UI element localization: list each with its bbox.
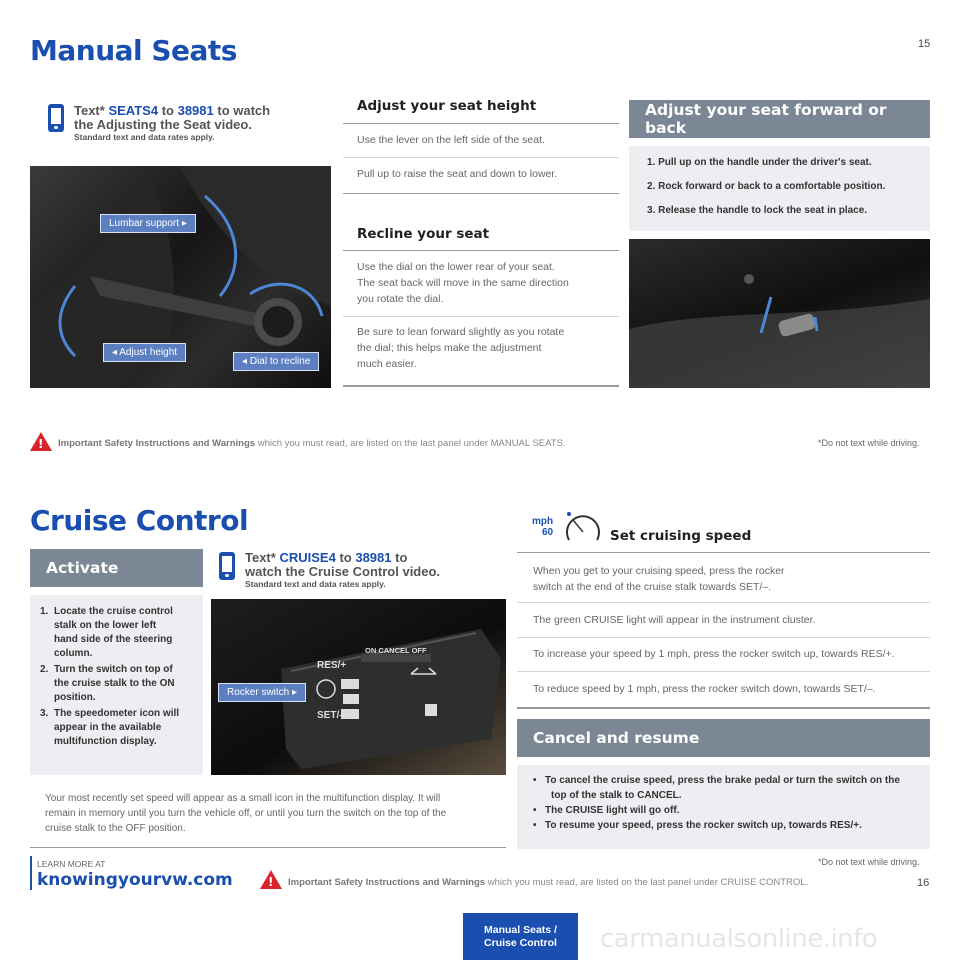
bullet-line: To resume your speed, press the rocker switch up, towards RES/+. (545, 820, 862, 831)
warning-rest: which you must read, are listed on the last panel under MANUAL SEATS. (257, 438, 566, 449)
adjust-height-label: Adjust height (119, 347, 178, 358)
stalk-set-label: SET/– (317, 710, 345, 721)
manual-seats-title: Manual Seats (30, 34, 237, 67)
stalk-on-cancel-off (365, 646, 427, 655)
seat-rail-illustration (629, 239, 930, 388)
warning-icon (30, 432, 52, 451)
recline-p1 (357, 259, 569, 307)
speed-value: 60 (541, 527, 554, 538)
bullet-dot: • (533, 805, 537, 816)
rocker-switch-label: Rocker switch (227, 687, 290, 698)
seats-warning (58, 438, 566, 449)
memory-line: remain in memory until you turn the vehicle off, or until you turn the switch on the top of the (45, 808, 447, 819)
text-code: CRUISE4 (279, 550, 336, 565)
seat-height-p1: Use the lever on the left side of the seat. (357, 134, 545, 146)
step-item: 3. Release the handle to lock the seat in place. (647, 205, 868, 216)
divider (343, 123, 619, 124)
step-item: 2. Rock forward or back to a comfortable position. (647, 181, 886, 192)
rocker-switch-tag: Rocker switch ▸ (218, 683, 306, 702)
rates-note: Standard text and data rates apply. (74, 132, 215, 142)
warning-bold: Important Safety Instructions and Warnings (58, 438, 256, 449)
stalk-res-label: RES/+ (317, 660, 347, 671)
section-nav-tab[interactable] (463, 913, 578, 960)
recline-p1-line: The seat back will move in the same direction (357, 277, 569, 289)
cruise-warning (288, 877, 808, 888)
stalk-on-label: ON (365, 646, 377, 655)
seat-height-heading: Adjust your seat height (357, 98, 537, 114)
cancel-resume-list (517, 765, 930, 849)
divider (343, 385, 619, 387)
stalk-off-label: OFF (411, 646, 427, 655)
text-prefix: Text* (74, 103, 105, 118)
divider (343, 193, 619, 194)
activate-step (40, 663, 197, 705)
step-line: stalk on the lower left (54, 620, 157, 631)
stalk-cancel-label: CANCEL (378, 646, 410, 655)
text-video-line: the Adjusting the Seat video. (74, 117, 252, 132)
cancel-bullet (533, 803, 930, 818)
step-line: appear in the available (54, 722, 162, 733)
memory-note (45, 791, 505, 836)
step-line: the cruise stalk to the ON (54, 678, 175, 689)
divider (343, 316, 619, 317)
forward-back-steps (629, 146, 930, 231)
set-speed-p2: The green CRUISE light will appear in the instrument cluster. (533, 614, 816, 626)
rates-note: Standard text and data rates apply. (245, 579, 386, 589)
step-line: The speedometer icon will (54, 708, 180, 719)
page-number-16: 16 (917, 877, 930, 889)
step-line: hand side of the steering (54, 634, 173, 645)
lumbar-support-label: Lumbar support (109, 218, 180, 229)
divider (517, 552, 930, 553)
learn-more-label: LEARN MORE AT (37, 859, 106, 869)
text-video-line: watch the Cruise Control video. (245, 564, 441, 579)
recline-p2-line: Be sure to lean forward slightly as you rotate (357, 326, 565, 338)
divider (517, 671, 930, 672)
bullet-line: top of the stalk to CANCEL. (551, 790, 682, 801)
phone-icon (48, 104, 64, 132)
divider (343, 157, 619, 158)
set-speed-line: When you get to your cruising speed, press the rocker (533, 565, 785, 577)
warning-icon (260, 870, 282, 889)
text-prefix: Text* (245, 550, 276, 565)
memory-line: cruise stalk to the OFF position. (45, 823, 186, 834)
cancel-bullet (533, 773, 930, 803)
seats-text-prompt (74, 104, 314, 142)
seats-disclaimer: *Do not text while driving. (818, 438, 920, 448)
step-line: position. (54, 692, 96, 703)
speedometer-gauge-icon (563, 510, 603, 546)
step-number: 3. (40, 708, 49, 719)
divider (343, 250, 619, 251)
lumbar-support-tag: Lumbar support ▸ (100, 214, 196, 233)
seat-height-p2: Pull up to raise the seat and down to lower. (357, 168, 558, 180)
dial-recline-tag: ◂ Dial to recline (233, 352, 319, 371)
text-number: 38981 (177, 103, 214, 118)
divider (30, 847, 506, 848)
text-to: to (161, 103, 174, 118)
page-number-15: 15 (918, 38, 931, 50)
set-speed-p3: To increase your speed by 1 mph, press the rocker switch up, towards RES/+. (533, 648, 895, 660)
divider (517, 602, 930, 603)
seat-rail-photo (629, 239, 930, 388)
set-speed-p1 (533, 563, 785, 595)
step-number: 1. (40, 606, 49, 617)
text-code: SEATS4 (108, 103, 159, 118)
knowingyourvw-link[interactable]: knowingyourvw.com (37, 870, 233, 890)
phone-icon (219, 552, 235, 580)
cruise-disclaimer: *Do not text while driving. (818, 857, 920, 867)
nav-tab-line: Manual Seats / (484, 923, 557, 936)
learn-more-bar (30, 856, 32, 890)
cruise-control-title: Cruise Control (30, 504, 249, 537)
speed-unit: mph (532, 516, 554, 527)
warning-bold: Important Safety Instructions and Warnings (288, 877, 486, 888)
set-speed-p4: To reduce speed by 1 mph, press the rocker switch down, towards SET/–. (533, 683, 876, 695)
activate-banner: Activate (30, 549, 203, 587)
activate-step (40, 707, 197, 749)
text-rest: to (395, 550, 408, 565)
recline-p2 (357, 324, 564, 372)
activate-steps (30, 595, 203, 775)
step-number: 2. (40, 664, 49, 675)
watermark: carmanualsonline.info (600, 924, 878, 954)
set-speed-line: switch at the end of the cruise stalk towards SET/–. (533, 581, 772, 593)
recline-p1-line: Use the dial on the lower rear of your seat. (357, 261, 555, 273)
step-line: Turn the switch on top of (54, 664, 173, 675)
recline-p2-line: much easier. (357, 358, 417, 370)
cruise-text-prompt (245, 551, 505, 589)
nav-tab-line: Cruise Control (484, 936, 557, 949)
bullet-dot: • (533, 820, 537, 831)
cancel-bullet (533, 818, 930, 833)
set-speed-heading: Set cruising speed (610, 528, 752, 544)
step-item: 1. Pull up on the handle under the driver's seat. (647, 157, 872, 168)
recline-p2-line: the dial; this helps make the adjustment (357, 342, 542, 354)
recline-heading: Recline your seat (357, 226, 490, 242)
bullet-line: To cancel the cruise speed, press the brake pedal or turn the switch on the (545, 775, 900, 786)
step-line: multifunction display. (54, 736, 157, 747)
adjust-height-tag: ◂ Adjust height (103, 343, 186, 362)
cancel-resume-banner: Cancel and resume (517, 719, 930, 757)
recline-p1-line: you rotate the dial. (357, 293, 444, 305)
forward-back-banner: Adjust your seat forward or back (629, 100, 930, 138)
text-to: to (339, 550, 352, 565)
dial-recline-label: Dial to recline (249, 356, 311, 367)
step-line: Locate the cruise control (54, 606, 173, 617)
speedometer-icon (532, 516, 553, 538)
text-number: 38981 (355, 550, 392, 565)
text-rest: to watch (217, 103, 271, 118)
step-line: column. (54, 648, 93, 659)
bullet-line: The CRUISE light will go off. (545, 805, 680, 816)
warning-rest: which you must read, are listed on the last panel under CRUISE CONTROL. (487, 877, 809, 888)
memory-line: Your most recently set speed will appear as a small icon in the multifunction display. It will (45, 793, 441, 804)
activate-step (40, 605, 197, 661)
bullet-dot: • (533, 775, 537, 786)
divider (517, 707, 930, 709)
divider (517, 637, 930, 638)
